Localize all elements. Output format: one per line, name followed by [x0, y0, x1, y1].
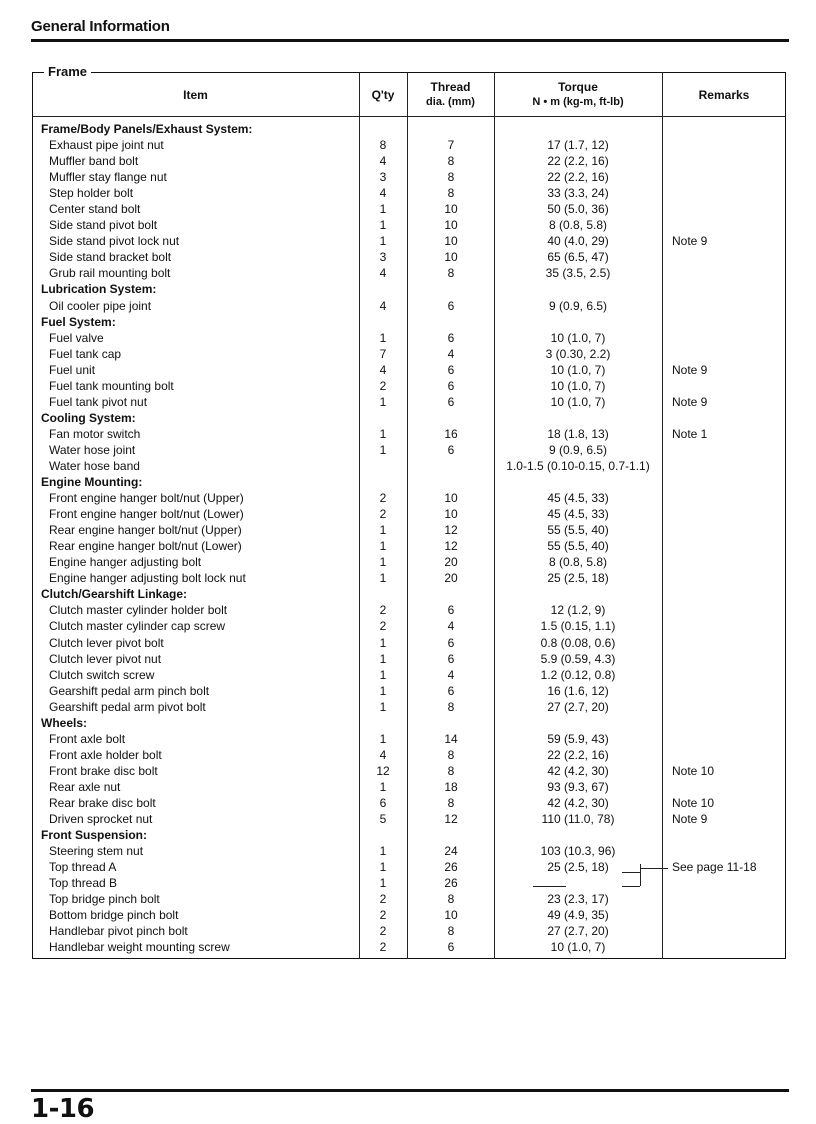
item-cell: Fuel tank cap: [49, 346, 122, 361]
thread-cell: 6: [447, 442, 455, 457]
torque-cell: 18 (1.8, 13): [547, 426, 609, 441]
item-cell: Oil cooler pipe joint: [49, 298, 152, 313]
table-row: [32, 859, 786, 875]
qty-cell: 4: [379, 747, 387, 762]
torque-cell: 10 (1.0, 7): [550, 362, 606, 377]
item-cell: Handlebar pivot pinch bolt: [49, 924, 188, 939]
remarks-cell: Note 10: [672, 795, 715, 810]
item-cell: Water hose joint: [49, 442, 136, 457]
qty-cell: 1: [379, 442, 387, 457]
column-header-qty: [359, 74, 407, 116]
column-header-thread-line2: dia. (mm): [426, 96, 475, 108]
section-heading-row: [32, 314, 786, 330]
torque-cell: 9 (0.9, 6.5): [548, 442, 608, 457]
torque-cell: 5.9 (0.59, 4.3): [540, 651, 616, 666]
bracket-line: [622, 886, 640, 887]
torque-cell: 35 (3.5, 2.5): [545, 266, 611, 281]
torque-cell: 16 (1.6, 12): [547, 683, 609, 698]
torque-cell: 23 (2.3, 17): [547, 892, 609, 907]
item-cell: Gearshift pedal arm pivot bolt: [49, 699, 206, 714]
thread-cell: 8: [447, 924, 455, 939]
item-cell: Center stand bolt: [49, 202, 141, 217]
item-cell: Front engine hanger bolt/nut (Upper): [49, 491, 244, 506]
qty-cell: 2: [379, 908, 387, 923]
torque-cell: 110 (11.0, 78): [541, 812, 615, 827]
table-row: [32, 667, 786, 683]
item-cell: Top thread B: [49, 876, 118, 891]
qty-cell: 2: [379, 892, 387, 907]
table-row: [32, 570, 786, 586]
table-row: [32, 185, 786, 201]
column-header-remarks: [662, 74, 786, 116]
item-cell: Rear engine hanger bolt/nut (Upper): [49, 523, 242, 538]
table-row: [32, 843, 786, 859]
section-label: Frame: [44, 63, 91, 80]
item-cell: Rear engine hanger bolt/nut (Lower): [49, 539, 242, 554]
item-cell: Bottom bridge pinch bolt: [49, 908, 179, 923]
qty-cell: 1: [379, 523, 387, 538]
torque-cell: 10 (1.0, 7): [550, 330, 606, 345]
thread-cell: 6: [447, 635, 455, 650]
thread-cell: 8: [447, 763, 455, 778]
thread-cell: 10: [444, 908, 458, 923]
table-row: [32, 506, 786, 522]
qty-cell: 3: [379, 250, 387, 265]
table-row: [32, 923, 786, 939]
thread-cell: 16: [444, 426, 458, 441]
qty-cell: 2: [379, 619, 387, 634]
thread-cell: 8: [447, 892, 455, 907]
qty-cell: 1: [379, 202, 387, 217]
header-divider: [32, 116, 786, 117]
table-row: [32, 522, 786, 538]
item-cell: Water hose band: [49, 458, 140, 473]
page-number: 1-16: [31, 1094, 95, 1124]
item-cell: Top bridge pinch bolt: [49, 892, 160, 907]
table-row: [32, 394, 786, 410]
qty-cell: 1: [379, 876, 387, 891]
torque-cell: 45 (4.5, 33): [547, 507, 609, 522]
torque-cell: 42 (4.2, 30): [547, 795, 609, 810]
thread-cell: 8: [447, 266, 455, 281]
torque-cell: 10 (1.0, 7): [550, 940, 606, 955]
item-cell: Steering stem nut: [49, 844, 144, 859]
item-cell: Side stand pivot lock nut: [49, 234, 180, 249]
table-row: [32, 298, 786, 314]
column-header-torque-line1: Torque: [558, 80, 598, 94]
thread-cell: 6: [447, 603, 455, 618]
item-cell: Fuel unit: [49, 362, 96, 377]
table-row: [32, 763, 786, 779]
qty-cell: 2: [379, 378, 387, 393]
qty-cell: 1: [379, 779, 387, 794]
thread-cell: 26: [444, 860, 458, 875]
item-cell: Rear axle nut: [49, 779, 121, 794]
section-heading-row: [32, 586, 786, 602]
item-cell: Gearshift pedal arm pinch bolt: [49, 683, 210, 698]
item-cell: Muffler stay flange nut: [49, 170, 167, 185]
thread-cell: 6: [447, 378, 455, 393]
qty-cell: 4: [379, 298, 387, 313]
table-row: [32, 635, 786, 651]
item-cell: Step holder bolt: [49, 186, 134, 201]
thread-cell: 10: [444, 202, 458, 217]
remarks-cell: Note 9: [672, 362, 708, 377]
qty-cell: 4: [379, 154, 387, 169]
torque-cell: 103 (10.3, 96): [540, 844, 616, 859]
remarks-cell: Note 10: [672, 763, 715, 778]
thread-cell: 10: [444, 250, 458, 265]
qty-cell: 8: [379, 138, 387, 153]
thread-cell: 8: [447, 795, 455, 810]
table-row: [32, 169, 786, 185]
qty-cell: 1: [379, 571, 387, 586]
section-heading: Clutch/Gearshift Linkage:: [41, 587, 188, 602]
column-header-item-label: Item: [183, 87, 208, 102]
qty-cell: 1: [379, 651, 387, 666]
column-header-thread-line1: Thread: [430, 80, 471, 94]
torque-cell: 49 (4.9, 35): [547, 908, 609, 923]
remarks-cell: Note 9: [672, 812, 708, 827]
thread-cell: 10: [444, 491, 458, 506]
torque-cell: 42 (4.2, 30): [547, 763, 609, 778]
thread-cell: 14: [444, 731, 458, 746]
torque-cell: 12 (1.2, 9): [550, 603, 606, 618]
section-heading: Engine Mounting:: [41, 475, 143, 490]
table-row: [32, 939, 786, 955]
section-heading-row: [32, 121, 786, 137]
table-row: [32, 233, 786, 249]
item-cell: Clutch lever pivot nut: [49, 651, 162, 666]
qty-cell: 1: [379, 330, 387, 345]
thread-cell: 26: [444, 876, 458, 891]
table-row: [32, 153, 786, 169]
torque-cell: 10 (1.0, 7): [550, 378, 606, 393]
torque-cell: 17 (1.7, 12): [547, 138, 609, 153]
qty-cell: 4: [379, 186, 387, 201]
torque-cell: 1.0-1.5 (0.10-0.15, 0.7-1.1): [506, 458, 650, 473]
section-heading-row: [32, 827, 786, 843]
table-row: [32, 699, 786, 715]
remarks-cell: See page 11-18: [672, 860, 757, 875]
qty-cell: 1: [379, 683, 387, 698]
thread-cell: 6: [447, 298, 455, 313]
torque-cell: 25 (2.5, 18): [547, 860, 609, 875]
section-heading-row: [32, 715, 786, 731]
thread-cell: 10: [444, 218, 458, 233]
item-cell: Front axle bolt: [49, 731, 126, 746]
qty-cell: 1: [379, 699, 387, 714]
item-cell: Front engine hanger bolt/nut (Lower): [49, 507, 244, 522]
item-cell: Clutch switch screw: [49, 667, 155, 682]
table-row: [32, 458, 786, 474]
qty-cell: 2: [379, 924, 387, 939]
thread-cell: 6: [447, 362, 455, 377]
torque-cell: 1.2 (0.12, 0.8): [540, 667, 616, 682]
item-cell: Clutch lever pivot bolt: [49, 635, 164, 650]
table-row: [32, 747, 786, 763]
item-cell: Fuel tank pivot nut: [49, 394, 148, 409]
table-row: [32, 346, 786, 362]
table-row: [32, 651, 786, 667]
qty-cell: 2: [379, 603, 387, 618]
item-cell: Driven sprocket nut: [49, 812, 153, 827]
thread-cell: 20: [444, 571, 458, 586]
section-heading-row: [32, 281, 786, 297]
thread-cell: 10: [444, 234, 458, 249]
qty-cell: 1: [379, 426, 387, 441]
thread-cell: 6: [447, 330, 455, 345]
thread-cell: 8: [447, 170, 455, 185]
qty-cell: 12: [376, 763, 390, 778]
thread-cell: 4: [447, 346, 455, 361]
bracket-line: [622, 872, 640, 873]
torque-cell: 27 (2.7, 20): [547, 924, 609, 939]
section-heading: Wheels:: [41, 715, 88, 730]
table-row: [32, 795, 786, 811]
item-cell: Grub rail mounting bolt: [49, 266, 171, 281]
qty-cell: 1: [379, 731, 387, 746]
torque-cell: 22 (2.2, 16): [547, 170, 609, 185]
thread-cell: 8: [447, 186, 455, 201]
qty-cell: 1: [379, 635, 387, 650]
table-row: [32, 683, 786, 699]
qty-cell: 1: [379, 539, 387, 554]
torque-cell: 22 (2.2, 16): [547, 747, 609, 762]
torque-cell: 10 (1.0, 7): [550, 394, 606, 409]
qty-cell: 7: [379, 346, 387, 361]
header-rule: [31, 39, 789, 42]
torque-cell: 9 (0.9, 6.5): [548, 298, 608, 313]
column-header-torque-line2: N • m (kg-m, ft-lb): [532, 96, 624, 108]
torque-cell: 0.8 (0.08, 0.6): [540, 635, 616, 650]
item-cell: Fan motor switch: [49, 426, 141, 441]
table-row: [32, 538, 786, 554]
torque-table-body: [32, 121, 786, 955]
qty-cell: 1: [379, 844, 387, 859]
torque-cell: 27 (2.7, 20): [547, 699, 609, 714]
table-row: [32, 426, 786, 442]
item-cell: Handlebar weight mounting screw: [49, 940, 230, 955]
table-row: [32, 217, 786, 233]
column-header-remarks-label: Remarks: [698, 87, 750, 102]
table-row: [32, 875, 786, 891]
thread-cell: 4: [447, 619, 455, 634]
bracket-line: [641, 868, 668, 869]
torque-cell: 59 (5.9, 43): [547, 731, 609, 746]
same-as-above-dash: [533, 886, 566, 887]
item-cell: Engine hanger adjusting bolt lock nut: [49, 571, 246, 586]
section-heading: Frame/Body Panels/Exhaust System:: [41, 122, 253, 136]
table-row: [32, 811, 786, 827]
remarks-cell: Note 9: [672, 234, 708, 249]
table-row: [32, 362, 786, 378]
thread-cell: 6: [447, 940, 455, 955]
table-row: [32, 442, 786, 458]
item-cell: Clutch master cylinder cap screw: [49, 619, 226, 634]
torque-cell: 33 (3.3, 24): [547, 186, 609, 201]
item-cell: Side stand bracket bolt: [49, 250, 172, 265]
torque-cell: 55 (5.5, 40): [547, 539, 609, 554]
item-cell: Front axle holder bolt: [49, 747, 162, 762]
thread-cell: 18: [444, 779, 458, 794]
thread-cell: 8: [447, 154, 455, 169]
thread-cell: 10: [444, 507, 458, 522]
item-cell: Engine hanger adjusting bolt: [49, 555, 202, 570]
remarks-cell: Note 9: [672, 394, 708, 409]
table-row: [32, 554, 786, 570]
footer-rule: [31, 1089, 789, 1092]
torque-cell: 3 (0.30, 2.2): [545, 346, 611, 361]
section-heading: Cooling System:: [41, 410, 136, 425]
qty-cell: 2: [379, 940, 387, 955]
section-heading: Lubrication System:: [41, 282, 157, 297]
qty-cell: 4: [379, 362, 387, 377]
table-row: [32, 201, 786, 217]
qty-cell: 1: [379, 667, 387, 682]
column-header-thread: [407, 74, 494, 116]
column-header-qty-label: Q'ty: [371, 87, 395, 102]
section-heading-row: [32, 410, 786, 426]
qty-cell: 4: [379, 266, 387, 281]
item-cell: Exhaust pipe joint nut: [49, 138, 164, 153]
item-cell: Muffler band bolt: [49, 154, 139, 169]
torque-cell: 55 (5.5, 40): [547, 523, 609, 538]
table-row: [32, 249, 786, 265]
table-row: [32, 891, 786, 907]
torque-cell: 25 (2.5, 18): [547, 571, 609, 586]
torque-cell: 8 (0.8, 5.8): [548, 218, 608, 233]
qty-cell: 2: [379, 507, 387, 522]
qty-cell: 1: [379, 394, 387, 409]
page-header-title: General Information: [31, 18, 170, 35]
item-cell: Fuel tank mounting bolt: [49, 378, 174, 393]
thread-cell: 8: [447, 747, 455, 762]
item-cell: Side stand pivot bolt: [49, 218, 158, 233]
thread-cell: 6: [447, 394, 455, 409]
thread-cell: 12: [444, 539, 458, 554]
qty-cell: 2: [379, 491, 387, 506]
item-cell: Rear brake disc bolt: [49, 795, 156, 810]
thread-cell: 8: [447, 699, 455, 714]
column-header-torque: [494, 74, 662, 116]
section-heading: Front Suspension:: [41, 828, 147, 843]
qty-cell: 3: [379, 170, 387, 185]
torque-cell: 45 (4.5, 33): [547, 491, 609, 506]
qty-cell: 1: [379, 555, 387, 570]
table-row: [32, 490, 786, 506]
item-cell: Fuel valve: [49, 330, 104, 345]
table-row: [32, 602, 786, 618]
table-row: [32, 731, 786, 747]
section-heading-row: [32, 474, 786, 490]
thread-cell: 20: [444, 555, 458, 570]
qty-cell: 1: [379, 234, 387, 249]
table-row: [32, 378, 786, 394]
table-row: [32, 137, 786, 153]
table-row: [32, 265, 786, 281]
thread-cell: 6: [447, 651, 455, 666]
table-row: [32, 618, 786, 634]
table-row: [32, 907, 786, 923]
item-cell: Top thread A: [49, 860, 117, 875]
qty-cell: 5: [379, 812, 387, 827]
torque-cell: 50 (5.0, 36): [547, 202, 609, 217]
remarks-cell: Note 1: [672, 426, 708, 441]
table-row: [32, 779, 786, 795]
item-cell: Front brake disc bolt: [49, 763, 158, 778]
table-row: [32, 330, 786, 346]
qty-cell: 6: [379, 795, 387, 810]
torque-cell: 93 (9.3, 67): [547, 779, 609, 794]
item-cell: Clutch master cylinder holder bolt: [49, 603, 228, 618]
torque-cell: 1.5 (0.15, 1.1): [540, 619, 616, 634]
torque-cell: 65 (6.5, 47): [547, 250, 609, 265]
column-header-item: [32, 74, 359, 116]
qty-cell: 1: [379, 218, 387, 233]
thread-cell: 12: [444, 523, 458, 538]
thread-cell: 12: [444, 812, 458, 827]
thread-cell: 4: [447, 667, 455, 682]
thread-cell: 7: [447, 138, 455, 153]
qty-cell: 1: [379, 860, 387, 875]
section-heading: Fuel System:: [41, 314, 116, 329]
torque-cell: 40 (4.0, 29): [547, 234, 609, 249]
torque-cell: 8 (0.8, 5.8): [548, 555, 608, 570]
thread-cell: 6: [447, 683, 455, 698]
torque-cell: 22 (2.2, 16): [547, 154, 609, 169]
thread-cell: 24: [444, 844, 458, 859]
